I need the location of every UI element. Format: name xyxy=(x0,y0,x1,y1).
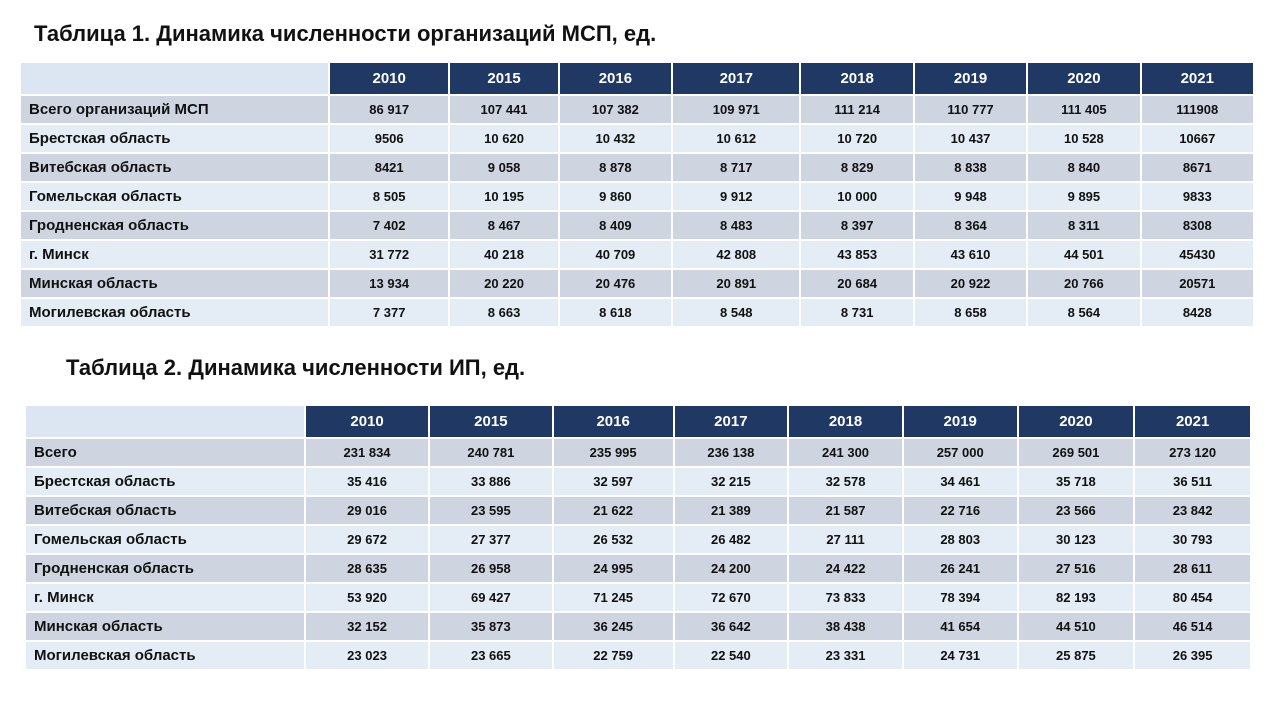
table-cell: 28 611 xyxy=(1135,555,1250,582)
table-row xyxy=(21,96,1253,123)
year-header-2017: 2017 xyxy=(673,63,799,94)
table-cell: 33 886 xyxy=(430,468,552,495)
year-header-2020: 2020 xyxy=(1019,406,1134,437)
row-label: Всего xyxy=(26,439,304,466)
table-cell: 13 934 xyxy=(330,270,448,297)
table-row xyxy=(21,299,1253,326)
table-cell: 36 245 xyxy=(554,613,673,640)
table-cell: 8 483 xyxy=(673,212,799,239)
table-cell: 21 622 xyxy=(554,497,673,524)
table-cell: 109 971 xyxy=(673,96,799,123)
year-header-2019: 2019 xyxy=(904,406,1017,437)
table-cell: 80 454 xyxy=(1135,584,1250,611)
table-cell: 32 597 xyxy=(554,468,673,495)
table-cell: 235 995 xyxy=(554,439,673,466)
table-cell: 8 618 xyxy=(560,299,671,326)
table-row xyxy=(21,125,1253,152)
table-cell: 8421 xyxy=(330,154,448,181)
table-cell: 10667 xyxy=(1142,125,1253,152)
table-cell: 32 578 xyxy=(789,468,902,495)
table-row xyxy=(21,270,1253,297)
table-cell: 23 842 xyxy=(1135,497,1250,524)
row-label: Гомельская область xyxy=(26,526,304,553)
table-cell: 26 532 xyxy=(554,526,673,553)
table-cell: 53 920 xyxy=(306,584,428,611)
header-corner xyxy=(26,406,304,437)
table-cell: 82 193 xyxy=(1019,584,1134,611)
table-cell: 8 505 xyxy=(330,183,448,210)
table-row xyxy=(21,212,1253,239)
table-cell: 30 123 xyxy=(1019,526,1134,553)
table-cell: 27 377 xyxy=(430,526,552,553)
table-cell: 35 873 xyxy=(430,613,552,640)
table-cell: 32 152 xyxy=(306,613,428,640)
table-cell: 21 587 xyxy=(789,497,902,524)
table-row xyxy=(21,183,1253,210)
table-cell: 9 948 xyxy=(915,183,1026,210)
table-header-row xyxy=(26,406,1250,437)
table-cell: 240 781 xyxy=(430,439,552,466)
row-label: Всего организаций МСП xyxy=(21,96,328,123)
table-cell: 10 432 xyxy=(560,125,671,152)
table-cell: 24 200 xyxy=(675,555,788,582)
table-cell: 35 416 xyxy=(306,468,428,495)
row-label: Витебская область xyxy=(26,497,304,524)
table-cell: 241 300 xyxy=(789,439,902,466)
table-cell: 8 829 xyxy=(801,154,912,181)
table-cell: 7 377 xyxy=(330,299,448,326)
table-cell: 40 709 xyxy=(560,241,671,268)
table-cell: 24 731 xyxy=(904,642,1017,669)
table-cell: 10 437 xyxy=(915,125,1026,152)
header-corner xyxy=(21,63,328,94)
row-label: Могилевская область xyxy=(26,642,304,669)
table-cell: 24 995 xyxy=(554,555,673,582)
table-cell: 8 663 xyxy=(450,299,557,326)
table-cell: 8 717 xyxy=(673,154,799,181)
table-cell: 32 215 xyxy=(675,468,788,495)
year-header-2020: 2020 xyxy=(1028,63,1139,94)
table-cell: 20 220 xyxy=(450,270,557,297)
year-header-2021: 2021 xyxy=(1142,63,1253,94)
table-cell: 23 665 xyxy=(430,642,552,669)
table-cell: 31 772 xyxy=(330,241,448,268)
table-cell: 110 777 xyxy=(915,96,1026,123)
table-cell: 107 382 xyxy=(560,96,671,123)
table-cell: 8 564 xyxy=(1028,299,1139,326)
year-header-2015: 2015 xyxy=(430,406,552,437)
table-row xyxy=(26,584,1250,611)
table-cell: 44 510 xyxy=(1019,613,1134,640)
table-row xyxy=(21,154,1253,181)
table-cell: 20 766 xyxy=(1028,270,1139,297)
table-cell: 8 658 xyxy=(915,299,1026,326)
table-cell: 107 441 xyxy=(450,96,557,123)
table-cell: 28 803 xyxy=(904,526,1017,553)
year-header-2010: 2010 xyxy=(306,406,428,437)
table-cell: 44 501 xyxy=(1028,241,1139,268)
table-cell: 236 138 xyxy=(675,439,788,466)
year-header-2016: 2016 xyxy=(554,406,673,437)
table-cell: 8 548 xyxy=(673,299,799,326)
table-cell: 69 427 xyxy=(430,584,552,611)
table-row xyxy=(26,497,1250,524)
table-cell: 10 000 xyxy=(801,183,912,210)
table2-title: Таблица 2. Динамика численности ИП, ед. xyxy=(66,355,526,380)
year-header-2015: 2015 xyxy=(450,63,557,94)
table-cell: 273 120 xyxy=(1135,439,1250,466)
table-cell: 8 311 xyxy=(1028,212,1139,239)
table-cell: 8 840 xyxy=(1028,154,1139,181)
table-cell: 72 670 xyxy=(675,584,788,611)
row-label: Гродненская область xyxy=(26,555,304,582)
table-cell: 9 895 xyxy=(1028,183,1139,210)
table-cell: 23 023 xyxy=(306,642,428,669)
row-label: Гродненская область xyxy=(21,212,328,239)
row-label: Брестская область xyxy=(26,468,304,495)
row-label: Минская область xyxy=(26,613,304,640)
row-label: Витебская область xyxy=(21,154,328,181)
table-cell: 8 364 xyxy=(915,212,1026,239)
table-cell: 46 514 xyxy=(1135,613,1250,640)
table-cell: 26 958 xyxy=(430,555,552,582)
table-cell: 34 461 xyxy=(904,468,1017,495)
table-cell: 9506 xyxy=(330,125,448,152)
table-row xyxy=(26,526,1250,553)
table-cell: 9 860 xyxy=(560,183,671,210)
table-cell: 20 922 xyxy=(915,270,1026,297)
year-header-2018: 2018 xyxy=(789,406,902,437)
year-header-2018: 2018 xyxy=(801,63,912,94)
row-label: г. Минск xyxy=(21,241,328,268)
row-label: Минская область xyxy=(21,270,328,297)
table1-title: Таблица 1. Динамика численности организаций МСП, ед. xyxy=(34,21,657,46)
table-cell: 36 511 xyxy=(1135,468,1250,495)
table-cell: 43 853 xyxy=(801,241,912,268)
table-cell: 38 438 xyxy=(789,613,902,640)
table-cell: 73 833 xyxy=(789,584,902,611)
year-header-2016: 2016 xyxy=(560,63,671,94)
table-cell: 20571 xyxy=(1142,270,1253,297)
table-cell: 29 016 xyxy=(306,497,428,524)
table-row xyxy=(26,642,1250,669)
table-cell: 8 397 xyxy=(801,212,912,239)
table-row xyxy=(26,555,1250,582)
table-cell: 26 482 xyxy=(675,526,788,553)
table-cell: 43 610 xyxy=(915,241,1026,268)
table-cell: 10 720 xyxy=(801,125,912,152)
table-cell: 25 875 xyxy=(1019,642,1134,669)
table-row xyxy=(26,439,1250,466)
table-cell: 20 891 xyxy=(673,270,799,297)
table-cell: 71 245 xyxy=(554,584,673,611)
table-cell: 8 409 xyxy=(560,212,671,239)
year-header-2021: 2021 xyxy=(1135,406,1250,437)
table-cell: 23 595 xyxy=(430,497,552,524)
table-cell: 21 389 xyxy=(675,497,788,524)
table-cell: 8 467 xyxy=(450,212,557,239)
table-row xyxy=(26,613,1250,640)
row-label: Могилевская область xyxy=(21,299,328,326)
table-cell: 24 422 xyxy=(789,555,902,582)
table-cell: 78 394 xyxy=(904,584,1017,611)
table-cell: 26 241 xyxy=(904,555,1017,582)
table-cell: 111 214 xyxy=(801,96,912,123)
table-cell: 9833 xyxy=(1142,183,1253,210)
row-label: Гомельская область xyxy=(21,183,328,210)
table-cell: 30 793 xyxy=(1135,526,1250,553)
table-cell: 8 838 xyxy=(915,154,1026,181)
table-cell: 10 195 xyxy=(450,183,557,210)
table-cell: 23 566 xyxy=(1019,497,1134,524)
table-cell: 27 516 xyxy=(1019,555,1134,582)
table-cell: 10 528 xyxy=(1028,125,1139,152)
table-cell: 8308 xyxy=(1142,212,1253,239)
row-label: г. Минск xyxy=(26,584,304,611)
table-cell: 22 540 xyxy=(675,642,788,669)
table-individual-entrepreneurs xyxy=(24,404,1252,671)
table-cell: 8671 xyxy=(1142,154,1253,181)
table-cell: 8 878 xyxy=(560,154,671,181)
table-cell: 20 476 xyxy=(560,270,671,297)
table-cell: 111908 xyxy=(1142,96,1253,123)
year-header-2019: 2019 xyxy=(915,63,1026,94)
table-cell: 40 218 xyxy=(450,241,557,268)
table-cell: 10 612 xyxy=(673,125,799,152)
table-cell: 8 731 xyxy=(801,299,912,326)
table-cell: 27 111 xyxy=(789,526,902,553)
table-cell: 22 716 xyxy=(904,497,1017,524)
table-cell: 29 672 xyxy=(306,526,428,553)
table-cell: 10 620 xyxy=(450,125,557,152)
table-cell: 9 912 xyxy=(673,183,799,210)
table-cell: 26 395 xyxy=(1135,642,1250,669)
table-cell: 231 834 xyxy=(306,439,428,466)
table-cell: 41 654 xyxy=(904,613,1017,640)
table-cell: 8428 xyxy=(1142,299,1253,326)
year-header-2017: 2017 xyxy=(675,406,788,437)
table-row xyxy=(21,241,1253,268)
table-cell: 42 808 xyxy=(673,241,799,268)
table-cell: 86 917 xyxy=(330,96,448,123)
table-cell: 9 058 xyxy=(450,154,557,181)
table-row xyxy=(26,468,1250,495)
table-cell: 22 759 xyxy=(554,642,673,669)
table-cell: 36 642 xyxy=(675,613,788,640)
table-cell: 7 402 xyxy=(330,212,448,239)
table-cell: 28 635 xyxy=(306,555,428,582)
table-cell: 257 000 xyxy=(904,439,1017,466)
table-cell: 35 718 xyxy=(1019,468,1134,495)
table-cell: 20 684 xyxy=(801,270,912,297)
year-header-2010: 2010 xyxy=(330,63,448,94)
table-cell: 111 405 xyxy=(1028,96,1139,123)
table-cell: 269 501 xyxy=(1019,439,1134,466)
table-msp-organizations xyxy=(19,61,1255,328)
row-label: Брестская область xyxy=(21,125,328,152)
table-header-row xyxy=(21,63,1253,94)
table-cell: 23 331 xyxy=(789,642,902,669)
table-cell: 45430 xyxy=(1142,241,1253,268)
